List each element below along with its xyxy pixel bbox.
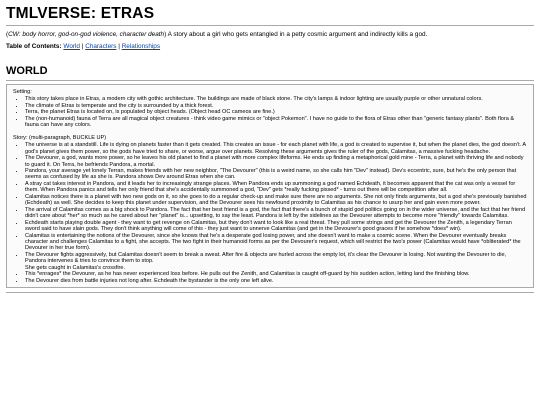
toc-link-relationships[interactable]: Relationships xyxy=(121,43,161,50)
world-info-box xyxy=(6,84,534,288)
story-item: • The Devourer, a god, wants more power, so he leaves his old planet to find a planet with more complex lifeforms. He ends up finding a metaphorical gold mine - Terra, a planet with thriving life and nobody to guard it. On Terra, he befriends Pandora, a mortal. xyxy=(25,155,527,168)
cw-open: ( xyxy=(6,31,9,38)
story-item: • The Devourer dies from battle injuries not long after. Echdeath the bystander is the only one left alive. xyxy=(25,278,527,284)
story-item: • This *enrages* the Devourer, as he has never experienced loss before. He pulls out the Zenith, and Calamitas is caught off-guard by his sudden action, letting land the finishing blow. xyxy=(25,271,527,277)
title-divider xyxy=(6,25,534,26)
story-item: • Pandora, your average yet lonely Terran, makes friends with her new neighbor, "The Devourer" (this is a weird name, so she calls him "Dev" instead). Dev's eccentric, sure, but he's the only person that seems as confused by life as she is. Pandora shows Dev around Etras when she can. xyxy=(25,168,527,181)
section-heading-world: WORLD xyxy=(6,65,48,77)
table-of-contents xyxy=(6,43,534,51)
setting-item: • Terra, the planet Etras is located on, is populated by object heads. (Object head OC cameos are fine.) xyxy=(25,109,527,115)
story-list xyxy=(13,142,527,284)
story-item: She gets caught in Calamitas's crossfire. xyxy=(25,264,126,271)
story-label: Story: (multi-paragraph, BUCKLE UP) xyxy=(13,134,107,141)
content-warning: CW: body horror, god-on-god violence, character death xyxy=(8,31,165,38)
setting-list xyxy=(13,96,527,128)
toc-separator: | xyxy=(116,43,122,50)
bottom-divider xyxy=(6,292,534,293)
setting-item: • The climate of Etras is temperate and the city is surrounded by a thick forest. xyxy=(25,103,527,109)
toc-link-world[interactable]: World xyxy=(63,43,80,50)
setting-item: • The (non-humanoid) fauna of Terra are all magical object creatures - think video game mimics or "object Pokemon". I have no guide to the flora of Etras other than "generic fantasy plants". Both flora & fauna can have any colors. xyxy=(25,116,527,129)
intro-paragraph xyxy=(6,31,534,39)
story-item: • Echdeath starts playing double agent - they want to get revenge on Calamitas, but they don't want to look like a real threat. They pull some strings and get the Devourer the Zenith, a legendary Terran sword said to have slain gods. They don't think anything will come of this - they just want to unnerve Calamitas (and get in the Devourer's good graces if he somehow *does* win). xyxy=(25,220,527,233)
toc-link-characters[interactable]: Characters xyxy=(85,43,117,50)
setting-item: • This story takes place in Etras, a modern city with gothic architecture. The buildings are made of black stone. The city's lamps & indoor lighting are usually purple or other unnatural colors. xyxy=(25,96,527,102)
story-summary: A story about a girl who gets entangled in a petty cosmic argument and indirectly kills a god. xyxy=(166,31,428,38)
story-item: • The arrival of Calamitas comes as a big shock to Pandora. The fact that her best friend is a god, the fact that there's a bunch of stupid god politics going on in the wider universe, and the fact that her friend didn't care about *her* so much as he cared about her "planet" is... upsetting, to say the least. Pandora is left by the sidelines as the Devourer attempts to become more "friendly" towards Calamitas. xyxy=(25,207,527,220)
setting-label: Setting: xyxy=(13,89,32,95)
story-item: • Calamitas notices there is a planet with two new gods on it, so she goes to do a regular check-up and make sure there are no arguments. She not only finds arguments, but a god she's previously banished (Echdeath) as well. She decides to keep this planet under supervision, and the Devourer sees his newfound proximity to Calamitas as his chance to usurp her and gain even more power. xyxy=(25,194,527,207)
cw-close: ) xyxy=(164,31,167,38)
story-item: • A stray cat takes interest in Pandora, and it leads her to increasingly strange places. When Pandora ends up summoning a god named Echdeath, it becomes apparent that the cat was only a vessel for them. When Pandora panics and tells her only friend that she's accidentally summoned a god, "Dev" gets *really fucking pissed* - turns out there will be competition after all. xyxy=(25,181,527,194)
toc-separator: | xyxy=(79,43,86,50)
story-item: • The Devourer fights aggressively, but Calamitas doesn't seem to break a sweat. After fire & objects are hurled across the empty lot, it's clear the Devourer is losing. Not wanting the Devourer to die, Pandora intervenes & tries to convince them to stop. xyxy=(25,252,527,265)
story-item: • Calamitas is entertaining the notions of the Devourer, since she knows that he's a desperate god losing power, and she doesn't want to make a cosmic scene. When the Devourer eventually breaks character and challenges Calamitas to a fight, she accepts. The two fight in their humanoid forms as per the Devourer's request, which will restrict the two's power (Calamitas would have *obliterated* the Devourer in her true form). xyxy=(25,233,527,252)
toc-label: Table of Contents: xyxy=(6,43,62,50)
story-item: • The universe is at a standstill. Life is dying on planets faster than it gets created. This creates an issue - for each planet with life, a god is created to supervise it, but when the planet dies, the god doesn't. A god's planet gives them power, so the gods have tried to share, or worse, argue over planets. Resolving these arguments gives the ruler of the gods, Calamitas, a massive fucking headache. xyxy=(25,142,527,155)
page-title: TMLVERSE: ETRAS xyxy=(6,5,155,22)
section-divider xyxy=(6,80,534,81)
